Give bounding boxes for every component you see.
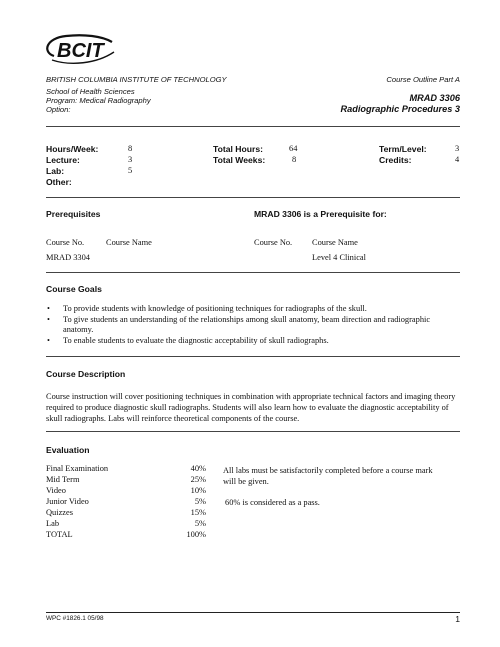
evaluation-label: Junior Video [46,497,89,506]
evaluation-label: Final Examination [46,464,109,473]
evaluation-percent: 25% [190,475,206,484]
evaluation-percent: 15% [190,508,206,517]
labs-note-line-2: will be given. [223,477,269,486]
pass-note: 60% is considered as a pass. [225,498,320,507]
col-course-name: Course Name [106,238,152,247]
evaluation-percent: 10% [190,486,206,495]
bcit-logo-text: BCIT [57,40,104,62]
page-number: 1 [455,614,460,624]
course-goals-list [46,304,461,347]
total-hours-label: Total Hours: [213,144,263,154]
divider [46,197,460,198]
list-item [46,315,461,335]
credits-value: 4 [455,155,460,164]
outline-label: Course Outline Part A [386,75,460,84]
prerequisites-heading: Prerequisites [46,209,101,219]
goal-text: To give students an understanding of the relationships among skull anatomy, beam direction and radiographic anatomy. [63,315,431,334]
evaluation-row [46,475,206,485]
evaluation-row [46,530,206,540]
hours-week-label: Hours/Week: [46,144,99,154]
evaluation-label: Video [46,486,66,495]
program-name: Program: Medical Radiography [46,96,151,105]
col-course-no-right: Course No. [254,238,293,247]
evaluation-heading: Evaluation [46,445,90,455]
bullet: • [47,304,50,313]
credits-label: Credits: [379,155,412,165]
col-course-name-right: Course Name [312,238,358,247]
course-goals-heading: Course Goals [46,284,102,294]
divider [46,356,460,357]
evaluation-percent: 5% [194,519,206,528]
evaluation-percent: 5% [194,497,206,506]
evaluation-row [46,486,206,496]
lab-value: 5 [128,166,133,175]
evaluation-percent: 100% [186,530,206,539]
course-description-heading: Course Description [46,369,126,379]
school-name: School of Health Sciences [46,87,135,96]
lecture-label: Lecture: [46,155,80,165]
goal-text: To enable students to evaluate the diagnostic acceptability of skull radiographs. [63,336,329,345]
total-hours-value: 64 [289,144,298,153]
other-label: Other: [46,177,72,187]
evaluation-row [46,464,206,474]
prerequisite-for-heading: MRAD 3306 is a Prerequisite for: [254,209,387,219]
course-description-text: Course instruction will cover positioning techniques in combination with appropriate technical factors and imaging theory required to produce diagnostic skull radiographs. Students will also learn how to evaluate the diagnostic acceptability of skull radiographs. Labs will reinforce theoretical components of the course. [46,392,456,423]
evaluation-row [46,519,206,529]
next-course-name: Level 4 Clinical [312,253,366,262]
term-level-label: Term/Level: [379,144,427,154]
total-weeks-value: 8 [292,155,297,164]
institute-name: BRITISH COLUMBIA INSTITUTE OF TECHNOLOGY [46,75,227,84]
evaluation-row [46,497,206,507]
hours-week-value: 8 [128,144,133,153]
bcit-logo-mark [40,30,118,70]
goal-text: To provide students with knowledge of positioning techniques for radiographs of the skull. [63,304,367,313]
bullet: • [47,336,50,345]
list-item [46,304,461,314]
course-title: Radiographic Procedures 3 [340,104,460,114]
total-weeks-label: Total Weeks: [213,155,266,165]
evaluation-label: Quizzes [46,508,73,517]
evaluation-label: Mid Term [46,475,80,484]
prereq-course-no: MRAD 3304 [46,253,90,262]
col-course-no: Course No. [46,238,85,247]
evaluation-label: TOTAL [46,530,73,539]
evaluation-row [46,508,206,518]
lecture-value: 3 [128,155,133,164]
divider [46,431,460,432]
list-item [46,336,461,346]
footer-divider [46,612,460,613]
form-code: WPC #1826.1 05/98 [46,615,104,622]
bcit-logo [40,30,118,70]
lab-label: Lab: [46,166,65,176]
option-label: Option: [46,105,71,114]
divider [46,126,460,127]
divider [46,272,460,273]
term-level-value: 3 [455,144,460,153]
bullet: • [47,315,50,324]
labs-note-line-1: All labs must be satisfactorily completed before a course mark [223,466,433,475]
evaluation-label: Lab [46,519,60,528]
course-code: MRAD 3306 [409,93,460,103]
evaluation-percent: 40% [190,464,206,473]
